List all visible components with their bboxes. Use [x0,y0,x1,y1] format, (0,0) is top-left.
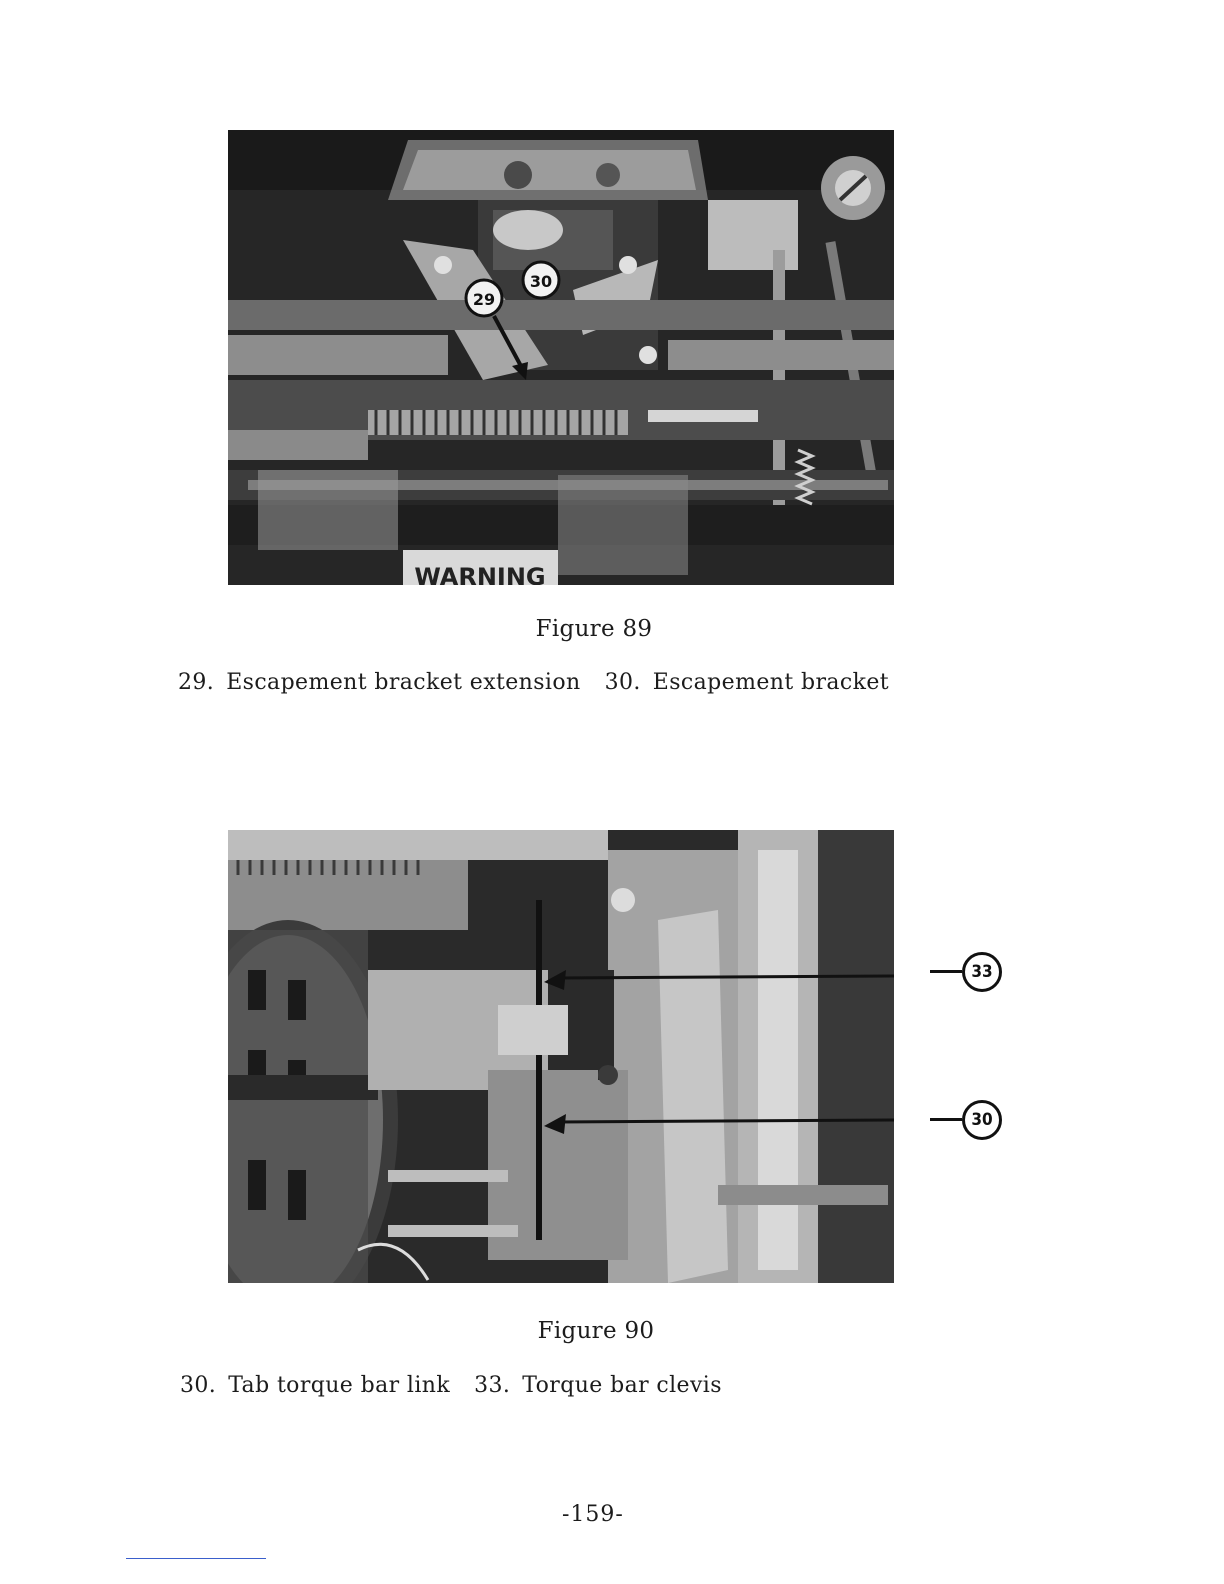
figure-90-photo [228,830,894,1283]
legend-num: 30. [604,670,641,695]
legend-num: 29. [178,670,215,695]
legend-label: Escapement bracket extension [226,670,581,695]
legend-label: Tab torque bar link [228,1373,451,1398]
torque-bar-photo [228,830,894,1283]
warning-label: WARNING [414,563,546,585]
legend-num: 30. [180,1373,217,1398]
footer-rule [126,1558,266,1559]
callout-30: 30 [962,1100,1002,1140]
legend-num: 33. [474,1373,511,1398]
escapement-mechanism-photo [228,130,894,585]
callout-30-leader [930,1118,962,1121]
figure-89-photo [228,130,894,585]
figure-89-legend [178,670,889,695]
figure-90-caption: Figure 90 [537,1318,655,1344]
callout-29-label: 29 [472,290,496,309]
legend-label: Torque bar clevis [522,1373,722,1398]
page-number: -159- [562,1502,624,1527]
leader-30-arrow [558,1120,894,1122]
callout-30 [523,262,559,298]
callout-30-label: 30 [529,272,553,291]
callout-29 [466,280,502,316]
callout-33-leader [930,970,962,973]
legend-label: Escapement bracket [652,670,889,695]
figure-89-caption: Figure 89 [535,616,653,642]
figure-90-legend [180,1373,722,1398]
callout-33: 33 [962,952,1002,992]
leader-33-arrow [558,976,894,978]
